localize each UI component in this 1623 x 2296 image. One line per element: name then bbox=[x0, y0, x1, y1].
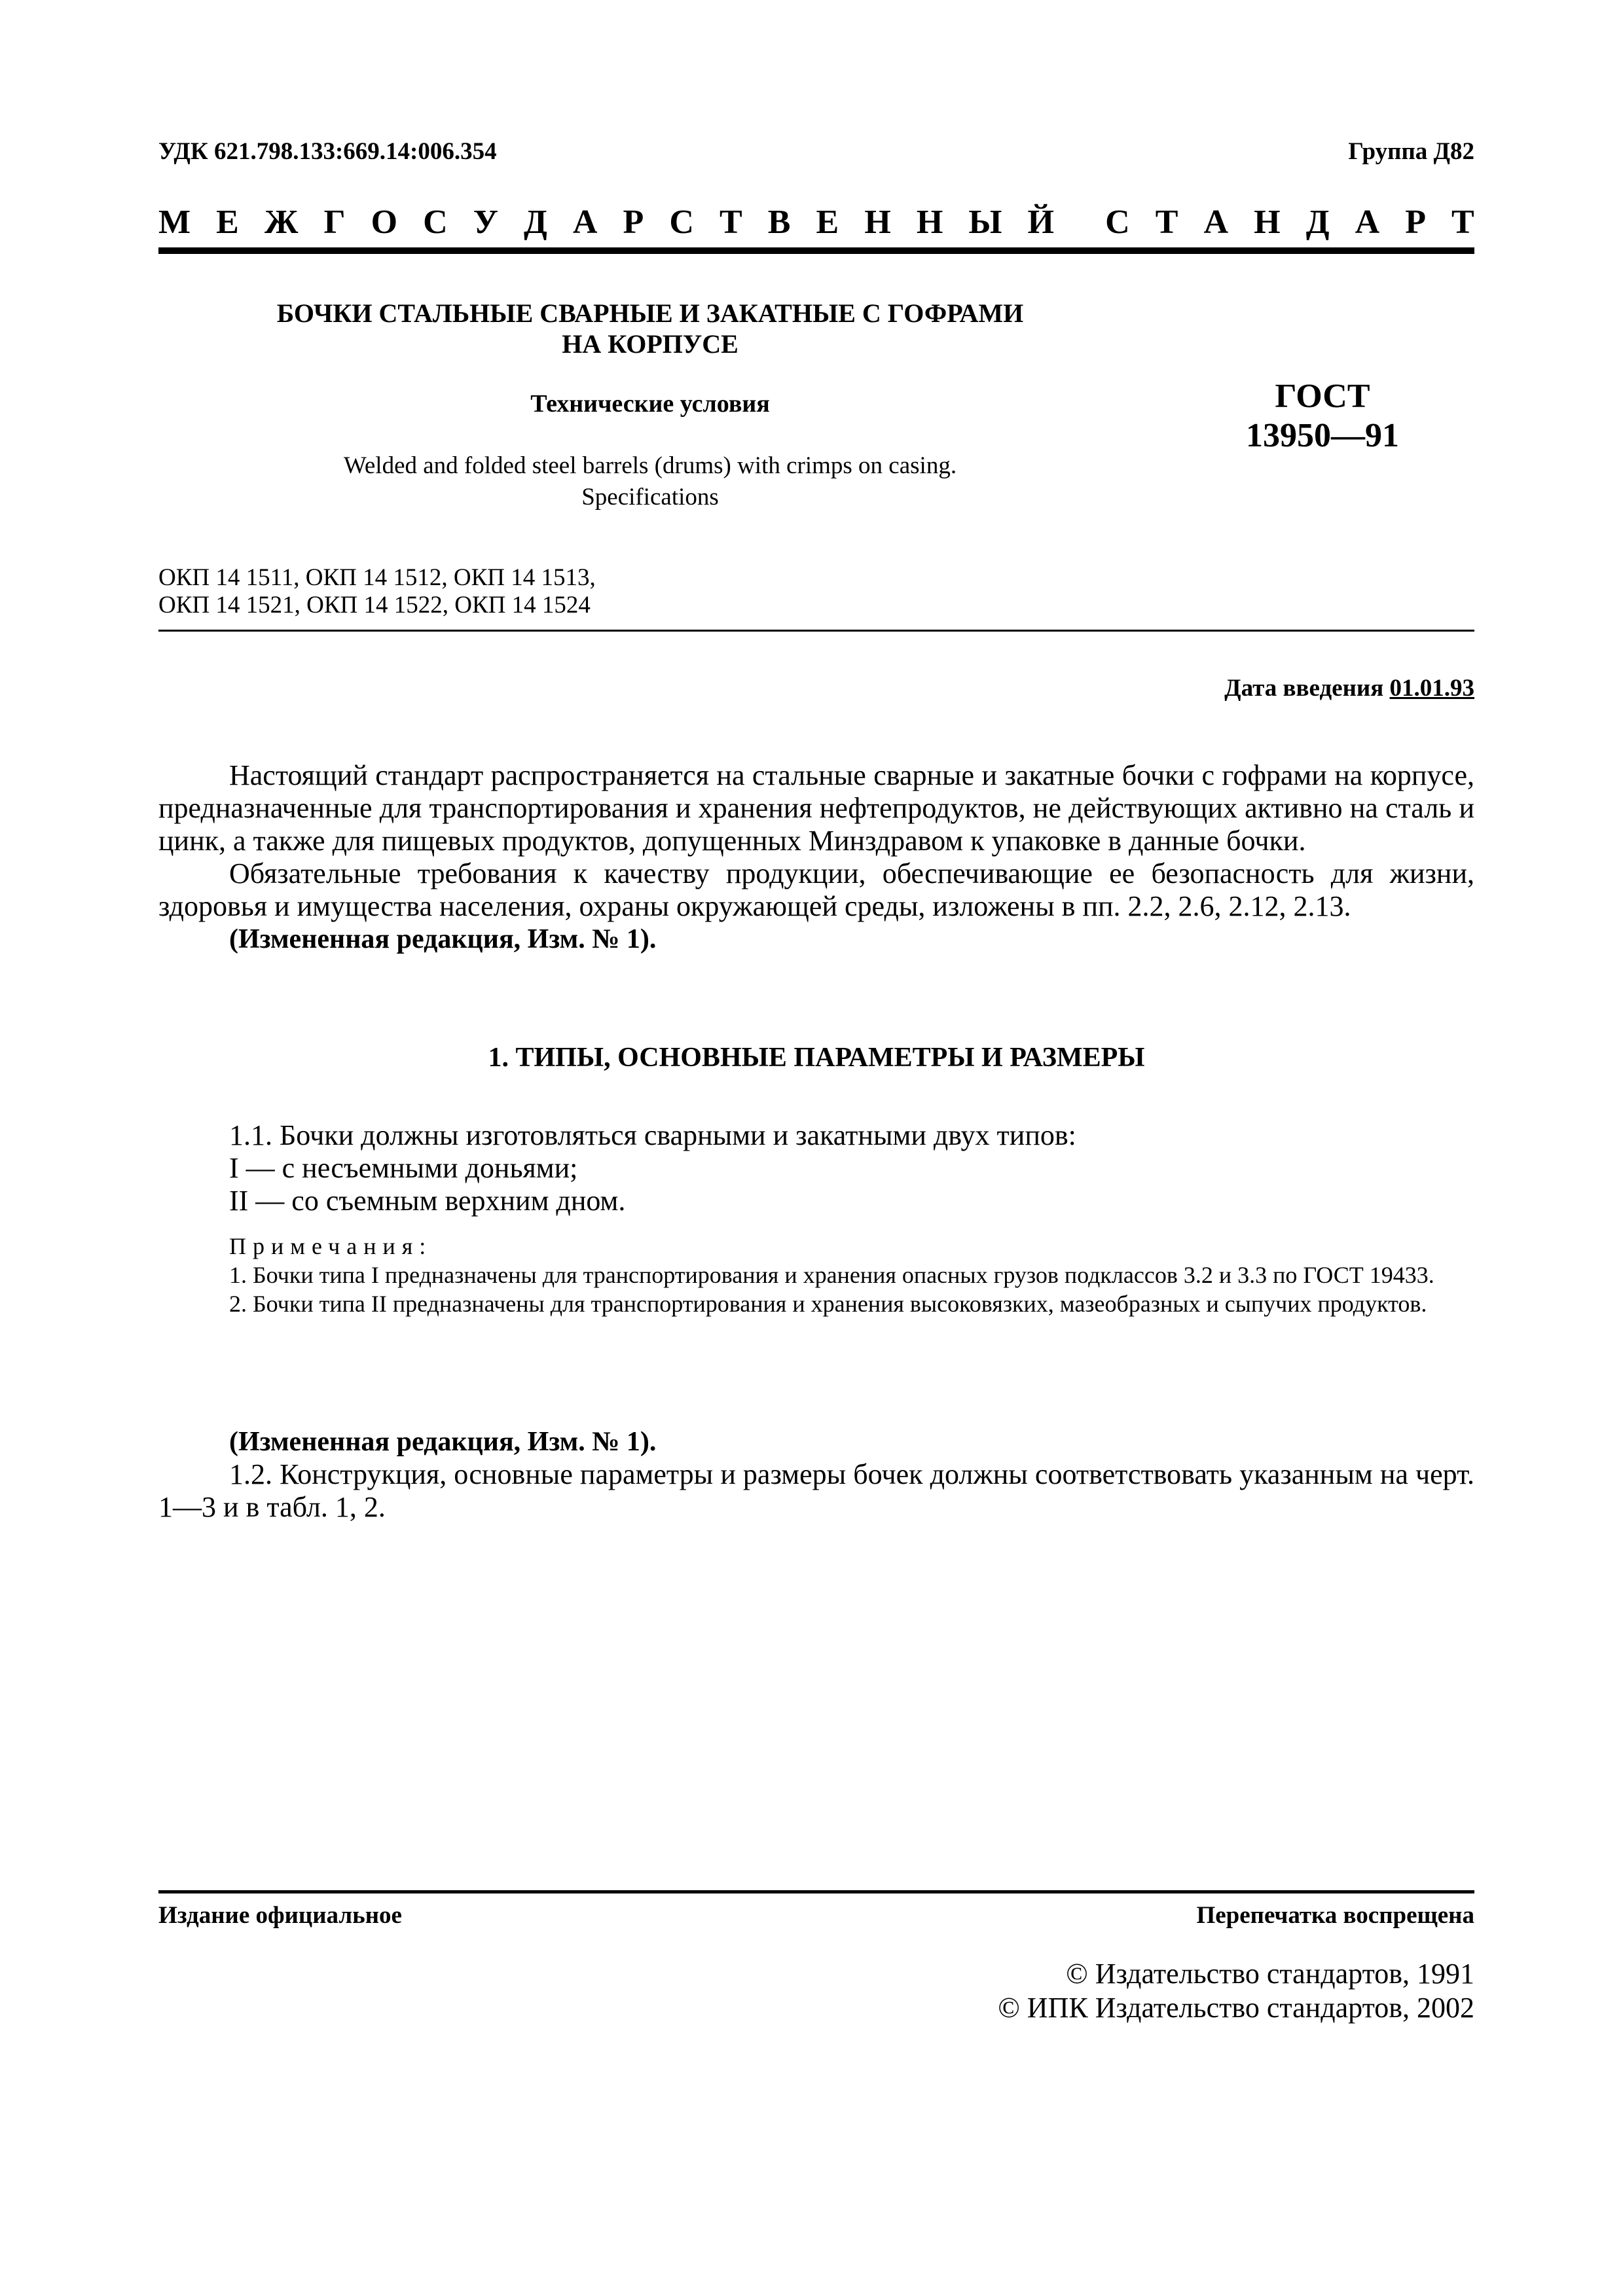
standard-heading-letter: Ы bbox=[968, 204, 1002, 241]
standard-heading-letter: В bbox=[767, 204, 791, 241]
footer-rule bbox=[158, 1890, 1474, 1893]
header-thick-rule bbox=[158, 247, 1474, 254]
standard-heading-letter: Д bbox=[1305, 204, 1330, 241]
standard-heading-letter: Т bbox=[720, 204, 742, 241]
gost-number: 13950—91 bbox=[1246, 417, 1399, 454]
standard-heading-letter: Д bbox=[524, 204, 547, 241]
english-title-line1: Welded and folded steel barrels (drums) with crimps on casing. bbox=[343, 452, 957, 479]
standard-heading-letter: Г bbox=[323, 204, 346, 241]
date-label: Дата введения bbox=[1224, 675, 1390, 702]
document-subtitle: Технические условия bbox=[530, 390, 770, 418]
date-value: 01.01.93 bbox=[1389, 675, 1474, 702]
note-1: 1. Бочки типа I предназначены для транспортирования и хранения опасных грузов подклассов 3.2 и 3.3 по ГОСТ 19433. bbox=[229, 1262, 1434, 1288]
section-1-heading: 1. ТИПЫ, ОСНОВНЫЕ ПАРАМЕТРЫ И РАЗМЕРЫ bbox=[488, 1043, 1145, 1073]
document-title-line2: НА КОРПУСЕ bbox=[562, 329, 739, 359]
standard-heading-letter: У bbox=[473, 204, 498, 241]
standard-heading-letter: Е bbox=[816, 204, 839, 241]
standard-heading-letter: М bbox=[158, 204, 191, 241]
section-1-amendment: (Измененная редакция, Изм. № 1). bbox=[229, 1427, 657, 1457]
standard-heading-letter: Т bbox=[1451, 204, 1474, 241]
intro-amendment: (Измененная редакция, Изм. № 1). bbox=[229, 924, 657, 954]
interstate-standard-heading bbox=[158, 203, 1474, 241]
reprint-prohibited: Перепечатка воспрещена bbox=[1196, 1902, 1474, 1929]
standard-heading-letter: С bbox=[669, 204, 694, 241]
standard-heading-letter: Н bbox=[864, 204, 891, 241]
standard-heading-letter: Р bbox=[1405, 204, 1426, 241]
intro-paragraph-scope: Настоящий стандарт распространяется на стальные сварные и закатные бочки с гофрами на корпусе, предназначенные для транспортирования и хранения нефтепродуктов, не действующих активно на сталь и цинк, а также для пищевых продуктов, допущенных Минздравом к упаковке в данные бочки. bbox=[158, 759, 1474, 857]
copyright-1991: © Издательство стандартов, 1991 bbox=[1066, 1958, 1474, 1990]
section-1-items bbox=[158, 1119, 1474, 1217]
standard-heading-letter: А bbox=[572, 204, 598, 241]
standard-heading-letter: Р bbox=[623, 204, 644, 241]
standard-heading-letter: Ж bbox=[264, 204, 299, 241]
english-title-line2: Specifications bbox=[581, 484, 719, 511]
standard-heading-letter: О bbox=[371, 204, 398, 241]
notes-block bbox=[158, 1232, 1474, 1318]
item-1-2: 1.2. Конструкция, основные параметры и размеры бочек должны соответствовать указанным на черт. 1—3 и в табл. 1, 2. bbox=[158, 1458, 1474, 1523]
gost-label: ГОСТ bbox=[1275, 378, 1370, 415]
standard-heading-letter: Н bbox=[1254, 204, 1281, 241]
udk-code: УДК 621.798.133:669.14:006.354 bbox=[158, 138, 497, 165]
copyright-2002: © ИПК Издательство стандартов, 2002 bbox=[998, 1992, 1474, 2024]
okp-rule bbox=[158, 630, 1474, 632]
section-1-tail bbox=[158, 1426, 1474, 1524]
standard-heading-letter: А bbox=[1203, 204, 1229, 241]
intro-paragraph-requirements: Обязательные требования к качеству продукции, обеспечивающие ее безопасность для жизни, здоровья и имущества населения, охраны окружающей среды, изложены в пп. 2.2, 2.6, 2.12, 2.13. bbox=[158, 857, 1474, 922]
document-title-line1: БОЧКИ СТАЛЬНЫЕ СВАРНЫЕ И ЗАКАТНЫЕ С ГОФРАМИ bbox=[276, 298, 1024, 328]
notes-label: Примечания: bbox=[229, 1233, 433, 1259]
standard-heading-letter: Й bbox=[1027, 204, 1054, 241]
item-1-1: 1.1. Бочки должны изготовляться сварными и закатными двух типов: bbox=[229, 1119, 1076, 1151]
official-edition: Издание официальное bbox=[158, 1902, 402, 1929]
type-ii: II — со съемным верхним дном. bbox=[229, 1185, 626, 1217]
okp-codes-line2: ОКП 14 1521, ОКП 14 1522, ОКП 14 1524 bbox=[158, 592, 591, 619]
standard-heading-letter: А bbox=[1355, 204, 1380, 241]
intro-block bbox=[158, 759, 1474, 956]
note-2: 2. Бочки типа II предназначены для транспортирования и хранения высоковязких, мазеобразных и сыпучих продуктов. bbox=[229, 1291, 1427, 1317]
standard-heading-letter: Н bbox=[916, 204, 943, 241]
type-i: I — с несъемными доньями; bbox=[229, 1152, 578, 1184]
introduction-date bbox=[1224, 674, 1474, 702]
standard-heading-letter: Т bbox=[1155, 204, 1178, 241]
standard-heading-letter: С bbox=[423, 204, 448, 241]
group-code: Группа Д82 bbox=[1348, 138, 1474, 165]
okp-codes-line1: ОКП 14 1511, ОКП 14 1512, ОКП 14 1513, bbox=[158, 564, 596, 591]
standard-heading-letter: С bbox=[1105, 204, 1130, 241]
standard-heading-letter: Е bbox=[216, 204, 239, 241]
